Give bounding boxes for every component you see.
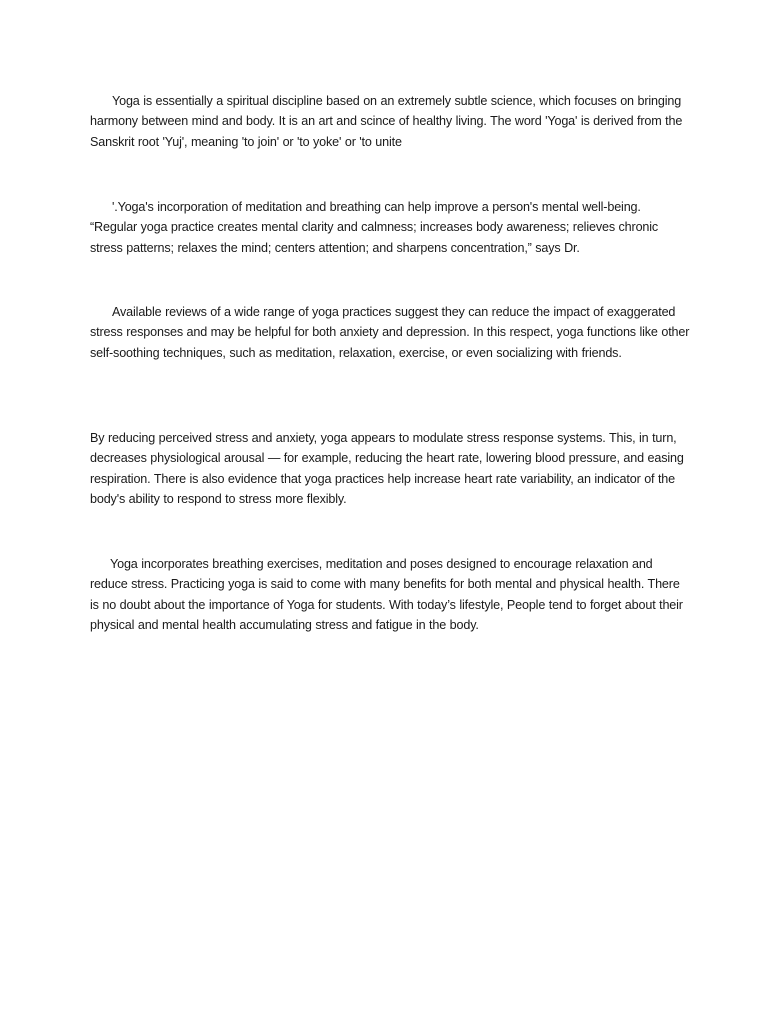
paragraph-4: By reducing perceived stress and anxiety, yoga appears to modulate stress response systems. This, in turn, decreases physiological arousal — for example, reducing the heart rate, lowering blood pressure, and easing respiration. There is also evidence that yoga practices help increase heart rate variability, an indicator of the body's ability to respond to stress more flexibly. [90, 431, 684, 507]
paragraph-2: '.Yoga's incorporation of meditation and breathing can help improve a person's mental well-being. “Regular yoga practice creates mental clarity and calmness; increases body awareness; relieves chronic stress patterns; relaxes the mind; centers attention; and sharpens concentration,” says Dr. [90, 200, 659, 255]
paragraph-1: Yoga is essentially a spiritual discipline based on an extremely subtle science, which focuses on bringing harmony between mind and body. It is an art and scince of healthy living. The word 'Yoga' is derived from the Sanskrit root 'Yuj', meaning 'to join' or 'to yoke' or 'to unite [90, 94, 683, 149]
paragraph-5: Yoga incorporates breathing exercises, meditation and poses designed to encourage relaxation and reduce stress. Practicing yoga is said to come with many benefits for both mental and physical health. There is no doubt about the importance of Yoga for students. With today’s lifestyle, People tend to forget about their physical and mental health accumulating stress and fatigue in the body. [90, 557, 683, 633]
paragraph-3: Available reviews of a wide range of yoga practices suggest they can reduce the impact of exaggerated stress responses and may be helpful for both anxiety and depression. In this respect, yoga functions like other self-soothing techniques, such as meditation, relaxation, exercise, or even socializing with friends. [90, 305, 690, 360]
